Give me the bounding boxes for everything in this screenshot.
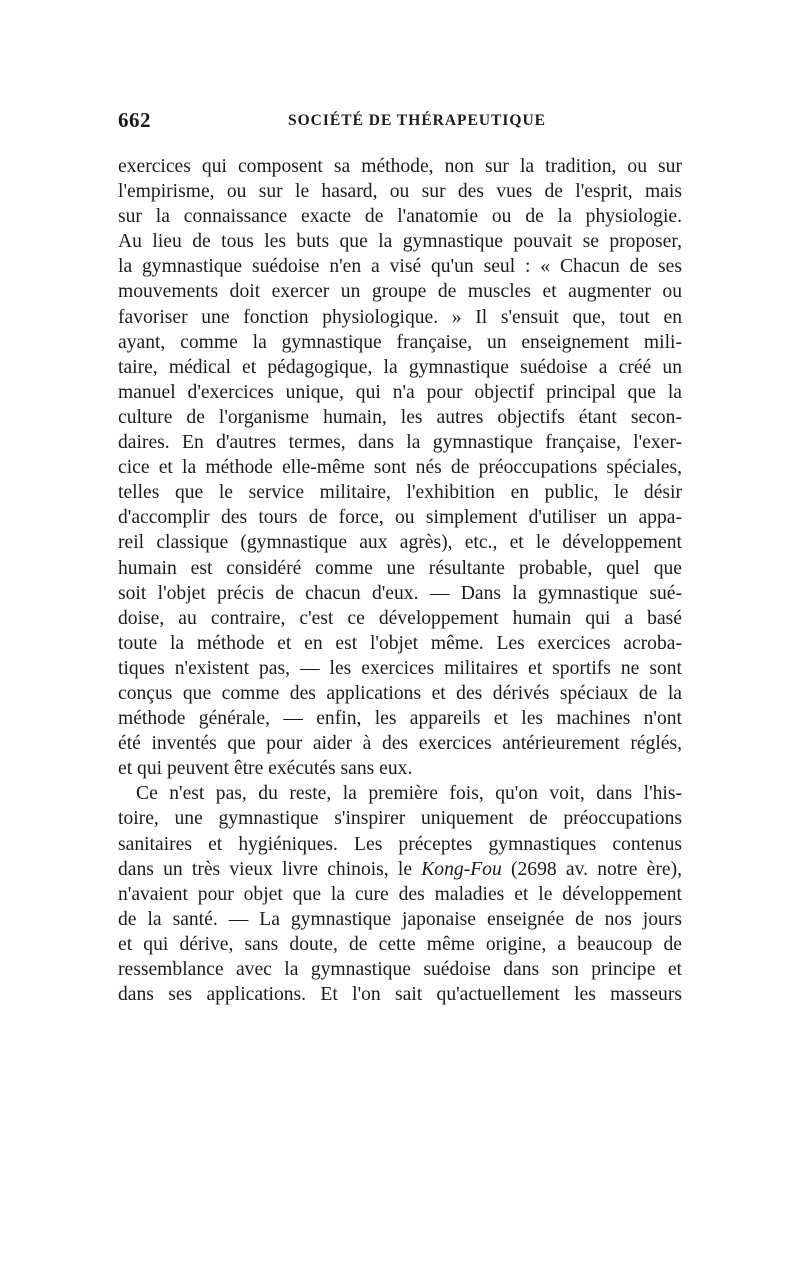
text-line: exercices qui composent sa méthode, non sur la tradition, ou sur xyxy=(118,156,682,177)
book-page xyxy=(118,108,682,1007)
page-number: 662 xyxy=(118,108,151,132)
text-line: mouvements doit exercer un groupe de muscles et augmenter ou xyxy=(118,281,682,303)
text-line: telles que le service militaire, l'exhibition en public, le désir xyxy=(118,482,682,504)
text-line: méthode générale, — enfin, les appareils et les machines n'ont xyxy=(118,708,682,730)
text-line: ressemblance avec la gymnastique suédoise dans son principe et xyxy=(118,959,682,980)
body-text xyxy=(118,154,682,1007)
text-segment: (2698 av. notre ère), xyxy=(501,858,682,880)
text-line: toire, une gymnastique s'inspirer uniquement de préoccupations xyxy=(118,808,682,830)
text-line: dans ses applications. Et l'on sait qu'actuellement les masseurs xyxy=(118,984,682,1006)
text-line: reil classique (gymnastique aux agrès), etc., et le développement xyxy=(118,532,682,554)
text-segment: dans un très vieux livre chinois, le xyxy=(118,858,422,880)
text-line: tiques n'existent pas, — les exercices militaires et sportifs ne sont xyxy=(118,657,682,679)
text-line: Au lieu de tous les buts que la gymnastique pouvait se proposer, xyxy=(118,231,682,253)
text-line: cice et la méthode elle-même sont nés de préoccupations spéciales, xyxy=(118,457,682,479)
text-line: et qui dérive, sans doute, de cette même origine, a beaucoup de xyxy=(118,933,682,955)
text-line: conçus que comme des applications et des dérivés spéciaux de la xyxy=(118,682,682,704)
running-title: SOCIÉTÉ DE THÉRAPEUTIQUE xyxy=(288,112,546,129)
text-line: daires. En d'autres termes, dans la gymnastique française, l'exer- xyxy=(118,432,682,454)
text-line: taire, médical et pédagogique, la gymnastique suédoise a créé un xyxy=(118,356,682,378)
text-line: Ce n'est pas, du reste, la première fois, qu'on voit, dans l'his- xyxy=(136,783,682,805)
text-line: l'empirisme, ou sur le hasard, ou sur des vues de l'esprit, mais xyxy=(118,181,682,203)
book-title: Kong-Fou xyxy=(421,858,502,880)
text-line: été inventés que pour aider à des exercices antérieurement réglés, xyxy=(118,733,682,755)
text-line: la gymnastique suédoise n'en a visé qu'un seul : « Chacun de ses xyxy=(118,256,682,278)
text-line: doise, au contraire, c'est ce développement humain qui a basé xyxy=(118,607,682,629)
text-line: soit l'objet précis de chacun d'eux. — Dans la gymnastique sué- xyxy=(118,582,682,604)
text-line: toute la méthode et en est l'objet même. Les exercices acroba- xyxy=(118,632,682,654)
text-line: n'avaient pour objet que la cure des maladies et le développement xyxy=(118,883,682,905)
text-line: sanitaires et hygiéniques. Les préceptes gymnastiques contenus xyxy=(118,833,682,855)
text-line: culture de l'organisme humain, les autres objectifs étant secon- xyxy=(118,406,682,428)
text-line: ayant, comme la gymnastique française, un enseignement mili- xyxy=(118,331,682,353)
text-line: de la santé. — La gymnastique japonaise enseignée de nos jours xyxy=(118,908,682,930)
text-line: sur la connaissance exacte de l'anatomie ou de la physiologie. xyxy=(118,206,682,228)
text-line: et qui peuvent être exécutés sans eux. xyxy=(118,758,413,780)
text-line-with-title xyxy=(118,857,682,882)
text-line: favoriser une fonction physiologique. » Il s'ensuit que, tout en xyxy=(118,306,682,328)
page-header xyxy=(118,108,682,142)
text-line: humain est considéré comme une résultante probable, quel que xyxy=(118,557,682,579)
text-line: d'accomplir des tours de force, ou simplement d'utiliser un appa- xyxy=(118,507,682,529)
text-line: manuel d'exercices unique, qui n'a pour objectif principal que la xyxy=(118,381,682,403)
